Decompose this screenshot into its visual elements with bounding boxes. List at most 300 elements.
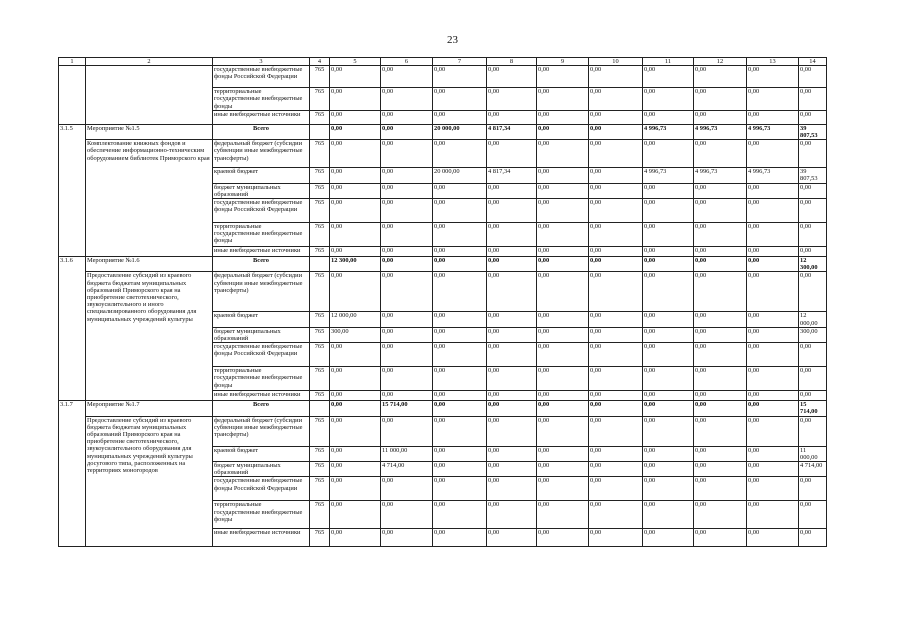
value-cell: 0,00 <box>537 446 589 461</box>
value-cell: 0,00 <box>747 199 799 223</box>
value-cell: 0,00 <box>330 168 381 183</box>
column-number: 9 <box>537 58 589 66</box>
measure-title: Мероприятие №1.7 <box>86 401 213 416</box>
value-cell: 0,00 <box>694 257 747 272</box>
value-cell: 0,00 <box>747 391 799 401</box>
value-cell: 0,00 <box>433 327 487 342</box>
value-cell: 0,00 <box>694 529 747 547</box>
value-cell: 0,00 <box>589 168 643 183</box>
value-cell: 0,00 <box>487 343 537 367</box>
code-cell: 765 <box>310 327 330 342</box>
value-cell: 0,00 <box>799 223 827 247</box>
value-cell: 0,00 <box>330 462 381 477</box>
value-cell: 0,00 <box>487 501 537 529</box>
code-cell: 765 <box>310 110 330 124</box>
value-cell: 0,00 <box>487 391 537 401</box>
column-number: 3 <box>213 58 310 66</box>
value-cell: 0,00 <box>694 272 747 312</box>
value-cell: 0,00 <box>433 446 487 461</box>
column-number-row <box>59 58 827 66</box>
funding-source-cell: государственные внебюджетные фонды Российской Федерации <box>213 199 310 223</box>
value-cell: 0,00 <box>589 223 643 247</box>
empty-cell <box>310 257 330 272</box>
value-cell: 4 996,73 <box>643 168 694 183</box>
value-cell: 0,00 <box>589 110 643 124</box>
total-label: Всего <box>213 124 310 139</box>
value-cell: 0,00 <box>799 367 827 391</box>
value-cell: 0,00 <box>537 529 589 547</box>
column-number: 6 <box>381 58 433 66</box>
value-cell: 0,00 <box>643 257 694 272</box>
value-cell: 0,00 <box>589 199 643 223</box>
value-cell: 0,00 <box>799 199 827 223</box>
value-cell: 0,00 <box>747 110 799 124</box>
value-cell: 0,00 <box>330 391 381 401</box>
value-cell: 300,00 <box>799 327 827 342</box>
value-cell: 0,00 <box>589 88 643 111</box>
value-cell: 0,00 <box>381 367 433 391</box>
value-cell: 15 714,00 <box>381 401 433 416</box>
value-cell: 0,00 <box>433 183 487 198</box>
value-cell: 0,00 <box>589 501 643 529</box>
value-cell: 0,00 <box>694 501 747 529</box>
value-cell: 0,00 <box>694 140 747 168</box>
value-cell: 0,00 <box>330 343 381 367</box>
value-cell: 0,00 <box>643 247 694 257</box>
funding-source-cell: иные внебюджетные источники <box>213 391 310 401</box>
value-cell: 0,00 <box>487 66 537 88</box>
value-cell: 0,00 <box>487 140 537 168</box>
value-cell: 0,00 <box>694 183 747 198</box>
total-row <box>59 124 827 139</box>
measure-description: Комплектование книжных фондов и обеспечение информационно-техническим оборудованием библиотек Приморского края <box>86 140 213 257</box>
value-cell: 0,00 <box>643 110 694 124</box>
value-cell: 0,00 <box>487 529 537 547</box>
value-cell: 39 807,53 <box>799 168 827 183</box>
value-cell: 0,00 <box>643 477 694 501</box>
value-cell: 0,00 <box>433 272 487 312</box>
value-cell: 0,00 <box>433 312 487 327</box>
value-cell: 0,00 <box>381 140 433 168</box>
funding-source-cell: государственные внебюджетные фонды Российской Федерации <box>213 477 310 501</box>
column-number: 13 <box>747 58 799 66</box>
value-cell: 0,00 <box>537 401 589 416</box>
value-cell: 0,00 <box>330 66 381 88</box>
value-cell: 0,00 <box>381 168 433 183</box>
value-cell: 4 817,34 <box>487 168 537 183</box>
value-cell: 4 714,00 <box>381 462 433 477</box>
value-cell: 0,00 <box>537 272 589 312</box>
value-cell: 0,00 <box>487 416 537 446</box>
value-cell: 0,00 <box>694 88 747 111</box>
value-cell: 0,00 <box>330 199 381 223</box>
value-cell: 0,00 <box>799 247 827 257</box>
code-cell: 765 <box>310 446 330 461</box>
value-cell: 0,00 <box>487 110 537 124</box>
value-cell: 0,00 <box>799 343 827 367</box>
funding-source-cell: федеральный бюджет (субсидии субвенции иные межбюджетные трансферты) <box>213 140 310 168</box>
code-cell: 765 <box>310 462 330 477</box>
code-cell: 765 <box>310 416 330 446</box>
value-cell: 0,00 <box>330 183 381 198</box>
value-cell: 0,00 <box>747 529 799 547</box>
measure-number: 3.1.6 <box>59 257 86 401</box>
value-cell: 0,00 <box>537 124 589 139</box>
value-cell: 12 300,00 <box>330 257 381 272</box>
value-cell: 0,00 <box>747 66 799 88</box>
value-cell: 0,00 <box>433 462 487 477</box>
funding-source-cell: бюджет муниципальных образований <box>213 462 310 477</box>
funding-source-cell: территориальные государственные внебюджетные фонды <box>213 501 310 529</box>
value-cell: 4 714,00 <box>799 462 827 477</box>
value-cell: 0,00 <box>694 110 747 124</box>
value-cell: 0,00 <box>747 446 799 461</box>
funding-source-cell: краевой бюджет <box>213 446 310 461</box>
total-label: Всего <box>213 401 310 416</box>
value-cell: 0,00 <box>643 312 694 327</box>
value-cell: 0,00 <box>537 462 589 477</box>
value-cell: 12 300,00 <box>799 257 827 272</box>
code-cell: 765 <box>310 312 330 327</box>
value-cell: 12 000,00 <box>330 312 381 327</box>
value-cell: 0,00 <box>799 272 827 312</box>
value-cell: 0,00 <box>433 529 487 547</box>
value-cell: 0,00 <box>694 416 747 446</box>
value-cell: 0,00 <box>799 529 827 547</box>
value-cell: 0,00 <box>537 110 589 124</box>
value-cell: 0,00 <box>487 88 537 111</box>
code-cell: 765 <box>310 168 330 183</box>
value-cell: 0,00 <box>747 367 799 391</box>
funding-source-cell: бюджет муниципальных образований <box>213 183 310 198</box>
value-cell: 0,00 <box>643 401 694 416</box>
funding-source-cell: территориальные государственные внебюджетные фонды <box>213 88 310 111</box>
code-cell: 765 <box>310 343 330 367</box>
value-cell: 0,00 <box>799 501 827 529</box>
value-cell: 300,00 <box>330 327 381 342</box>
value-cell: 0,00 <box>330 401 381 416</box>
column-number: 14 <box>799 58 827 66</box>
value-cell: 0,00 <box>537 223 589 247</box>
funding-source-cell: краевой бюджет <box>213 312 310 327</box>
value-cell: 0,00 <box>487 272 537 312</box>
value-cell: 0,00 <box>643 272 694 312</box>
value-cell: 0,00 <box>643 529 694 547</box>
value-cell: 0,00 <box>330 110 381 124</box>
value-cell: 0,00 <box>330 501 381 529</box>
table-row <box>59 66 827 88</box>
value-cell: 11 000,00 <box>381 446 433 461</box>
value-cell: 0,00 <box>589 401 643 416</box>
page-number: 23 <box>447 34 458 46</box>
code-cell: 765 <box>310 391 330 401</box>
value-cell: 0,00 <box>433 110 487 124</box>
value-cell: 0,00 <box>433 199 487 223</box>
value-cell: 0,00 <box>433 391 487 401</box>
value-cell: 0,00 <box>330 367 381 391</box>
value-cell: 11 000,00 <box>799 446 827 461</box>
value-cell: 0,00 <box>589 257 643 272</box>
value-cell: 0,00 <box>537 247 589 257</box>
code-cell: 765 <box>310 367 330 391</box>
value-cell: 0,00 <box>694 477 747 501</box>
value-cell: 0,00 <box>487 401 537 416</box>
value-cell: 0,00 <box>487 312 537 327</box>
value-cell: 0,00 <box>747 501 799 529</box>
measure-number: 3.1.5 <box>59 124 86 256</box>
value-cell: 0,00 <box>381 391 433 401</box>
value-cell: 4 996,73 <box>747 168 799 183</box>
value-cell: 0,00 <box>589 391 643 401</box>
value-cell: 0,00 <box>643 416 694 446</box>
value-cell: 0,00 <box>799 183 827 198</box>
value-cell: 0,00 <box>589 66 643 88</box>
value-cell: 0,00 <box>747 272 799 312</box>
code-cell: 765 <box>310 529 330 547</box>
value-cell: 0,00 <box>381 110 433 124</box>
value-cell: 0,00 <box>589 446 643 461</box>
value-cell: 0,00 <box>589 367 643 391</box>
measure-description: Предоставление субсидий из краевого бюджета бюджетам муниципальных образований Приморского края на приобретение светотехнического, звукоусилительного и иного специализированного оборудования для муниципальных учреждений культуры <box>86 272 213 401</box>
measure-description: Предоставление субсидий из краевого бюджета бюджетам муниципальных образований Приморского края на приобретение светотехнического, звукоусилительного оборудования для муниципальных учреждений культуры досугового типа, расположенных на территориях моногородов <box>86 416 213 547</box>
value-cell: 0,00 <box>747 223 799 247</box>
value-cell: 0,00 <box>487 477 537 501</box>
value-cell: 0,00 <box>589 327 643 342</box>
value-cell: 0,00 <box>537 367 589 391</box>
value-cell: 0,00 <box>747 327 799 342</box>
value-cell: 0,00 <box>330 416 381 446</box>
table-body <box>59 66 827 547</box>
value-cell: 0,00 <box>799 416 827 446</box>
value-cell: 0,00 <box>381 501 433 529</box>
value-cell: 0,00 <box>799 88 827 111</box>
value-cell: 0,00 <box>381 247 433 257</box>
value-cell: 0,00 <box>537 501 589 529</box>
value-cell: 0,00 <box>487 367 537 391</box>
value-cell: 0,00 <box>381 199 433 223</box>
total-label: Всего <box>213 257 310 272</box>
value-cell: 0,00 <box>589 124 643 139</box>
value-cell: 0,00 <box>694 247 747 257</box>
value-cell: 0,00 <box>381 416 433 446</box>
value-cell: 0,00 <box>381 529 433 547</box>
measure-number: 3.1.7 <box>59 401 86 547</box>
funding-source-cell: государственные внебюджетные фонды Российской Федерации <box>213 66 310 88</box>
column-number: 7 <box>433 58 487 66</box>
value-cell: 0,00 <box>747 88 799 111</box>
value-cell: 0,00 <box>487 183 537 198</box>
value-cell: 4 817,34 <box>487 124 537 139</box>
column-number: 5 <box>330 58 381 66</box>
value-cell: 39 807,53 <box>799 124 827 139</box>
value-cell: 0,00 <box>694 462 747 477</box>
value-cell: 0,00 <box>537 66 589 88</box>
value-cell: 0,00 <box>433 66 487 88</box>
value-cell: 12 000,00 <box>799 312 827 327</box>
value-cell: 0,00 <box>747 312 799 327</box>
measure-title: Мероприятие №1.6 <box>86 257 213 272</box>
value-cell: 0,00 <box>537 88 589 111</box>
value-cell: 0,00 <box>433 416 487 446</box>
value-cell: 0,00 <box>589 416 643 446</box>
value-cell: 0,00 <box>381 66 433 88</box>
column-number: 10 <box>589 58 643 66</box>
value-cell: 0,00 <box>537 183 589 198</box>
value-cell: 0,00 <box>433 401 487 416</box>
column-number: 4 <box>310 58 330 66</box>
value-cell: 0,00 <box>487 257 537 272</box>
funding-source-cell: территориальные государственные внебюджетные фонды <box>213 223 310 247</box>
value-cell: 0,00 <box>433 501 487 529</box>
table-row <box>59 416 827 446</box>
value-cell: 0,00 <box>330 247 381 257</box>
value-cell: 0,00 <box>643 183 694 198</box>
value-cell: 0,00 <box>694 367 747 391</box>
value-cell: 0,00 <box>537 477 589 501</box>
value-cell: 0,00 <box>643 367 694 391</box>
funding-source-cell: иные внебюджетные источники <box>213 110 310 124</box>
value-cell: 0,00 <box>747 401 799 416</box>
value-cell: 0,00 <box>381 327 433 342</box>
value-cell: 0,00 <box>589 477 643 501</box>
code-cell: 765 <box>310 501 330 529</box>
value-cell: 0,00 <box>747 416 799 446</box>
value-cell: 0,00 <box>487 327 537 342</box>
value-cell: 0,00 <box>694 312 747 327</box>
column-number: 8 <box>487 58 537 66</box>
value-cell: 0,00 <box>799 140 827 168</box>
value-cell: 0,00 <box>537 416 589 446</box>
value-cell: 0,00 <box>694 199 747 223</box>
funding-source-cell: краевой бюджет <box>213 168 310 183</box>
value-cell: 0,00 <box>433 88 487 111</box>
value-cell: 20 000,00 <box>433 168 487 183</box>
value-cell: 0,00 <box>589 462 643 477</box>
value-cell: 0,00 <box>747 257 799 272</box>
code-cell: 765 <box>310 477 330 501</box>
code-cell: 765 <box>310 88 330 111</box>
column-number: 1 <box>59 58 86 66</box>
value-cell: 0,00 <box>589 140 643 168</box>
column-number: 12 <box>694 58 747 66</box>
value-cell: 0,00 <box>381 477 433 501</box>
table-row <box>59 272 827 312</box>
value-cell: 0,00 <box>747 140 799 168</box>
funding-source-cell: иные внебюджетные источники <box>213 529 310 547</box>
value-cell: 0,00 <box>330 529 381 547</box>
value-cell: 0,00 <box>433 367 487 391</box>
value-cell: 0,00 <box>799 477 827 501</box>
value-cell: 0,00 <box>381 343 433 367</box>
funding-source-cell: бюджет муниципальных образований <box>213 327 310 342</box>
value-cell: 0,00 <box>643 66 694 88</box>
value-cell: 0,00 <box>589 312 643 327</box>
funding-source-cell: территориальные государственные внебюджетные фонды <box>213 367 310 391</box>
value-cell: 0,00 <box>694 446 747 461</box>
value-cell: 0,00 <box>747 462 799 477</box>
value-cell: 4 996,73 <box>747 124 799 139</box>
value-cell: 0,00 <box>643 140 694 168</box>
value-cell: 0,00 <box>694 343 747 367</box>
value-cell: 0,00 <box>694 401 747 416</box>
value-cell: 0,00 <box>589 183 643 198</box>
value-cell: 0,00 <box>537 343 589 367</box>
total-row <box>59 401 827 416</box>
value-cell: 0,00 <box>330 124 381 139</box>
value-cell: 4 996,73 <box>694 124 747 139</box>
value-cell: 0,00 <box>537 257 589 272</box>
value-cell: 0,00 <box>487 199 537 223</box>
value-cell: 0,00 <box>537 312 589 327</box>
value-cell: 0,00 <box>433 343 487 367</box>
value-cell: 0,00 <box>487 223 537 247</box>
funding-source-cell: федеральный бюджет (субсидии субвенции иные межбюджетные трансферты) <box>213 416 310 446</box>
value-cell: 0,00 <box>381 312 433 327</box>
table-row <box>59 140 827 168</box>
value-cell: 0,00 <box>381 88 433 111</box>
funding-source-cell: федеральный бюджет (субсидии субвенции иные межбюджетные трансферты) <box>213 272 310 312</box>
value-cell: 0,00 <box>643 223 694 247</box>
value-cell: 0,00 <box>381 272 433 312</box>
value-cell: 0,00 <box>747 477 799 501</box>
value-cell: 0,00 <box>643 391 694 401</box>
value-cell: 0,00 <box>799 110 827 124</box>
value-cell: 0,00 <box>643 327 694 342</box>
column-number: 11 <box>643 58 694 66</box>
total-row <box>59 257 827 272</box>
value-cell: 0,00 <box>381 257 433 272</box>
value-cell: 4 996,73 <box>694 168 747 183</box>
value-cell: 0,00 <box>330 446 381 461</box>
value-cell: 0,00 <box>747 183 799 198</box>
value-cell: 0,00 <box>747 247 799 257</box>
code-cell: 765 <box>310 140 330 168</box>
value-cell: 0,00 <box>433 247 487 257</box>
value-cell: 15 714,00 <box>799 401 827 416</box>
value-cell: 0,00 <box>487 462 537 477</box>
value-cell: 0,00 <box>643 462 694 477</box>
empty-cell <box>310 401 330 416</box>
value-cell: 0,00 <box>643 446 694 461</box>
measure-title: Мероприятие №1.5 <box>86 124 213 139</box>
value-cell: 0,00 <box>537 140 589 168</box>
budget-table <box>58 57 827 547</box>
value-cell: 0,00 <box>643 199 694 223</box>
value-cell: 0,00 <box>537 168 589 183</box>
value-cell: 0,00 <box>330 88 381 111</box>
value-cell: 0,00 <box>537 199 589 223</box>
code-cell: 765 <box>310 247 330 257</box>
value-cell: 0,00 <box>381 223 433 247</box>
empty-cell <box>59 66 86 125</box>
column-number: 2 <box>86 58 213 66</box>
value-cell: 0,00 <box>537 327 589 342</box>
value-cell: 0,00 <box>589 272 643 312</box>
funding-source-cell: государственные внебюджетные фонды Российской Федерации <box>213 343 310 367</box>
value-cell: 0,00 <box>381 124 433 139</box>
empty-cell <box>310 124 330 139</box>
value-cell: 0,00 <box>694 327 747 342</box>
code-cell: 765 <box>310 272 330 312</box>
value-cell: 0,00 <box>330 272 381 312</box>
value-cell: 0,00 <box>643 501 694 529</box>
value-cell: 0,00 <box>589 247 643 257</box>
value-cell: 0,00 <box>537 391 589 401</box>
value-cell: 0,00 <box>381 183 433 198</box>
value-cell: 0,00 <box>747 343 799 367</box>
code-cell: 765 <box>310 223 330 247</box>
value-cell: 0,00 <box>433 140 487 168</box>
